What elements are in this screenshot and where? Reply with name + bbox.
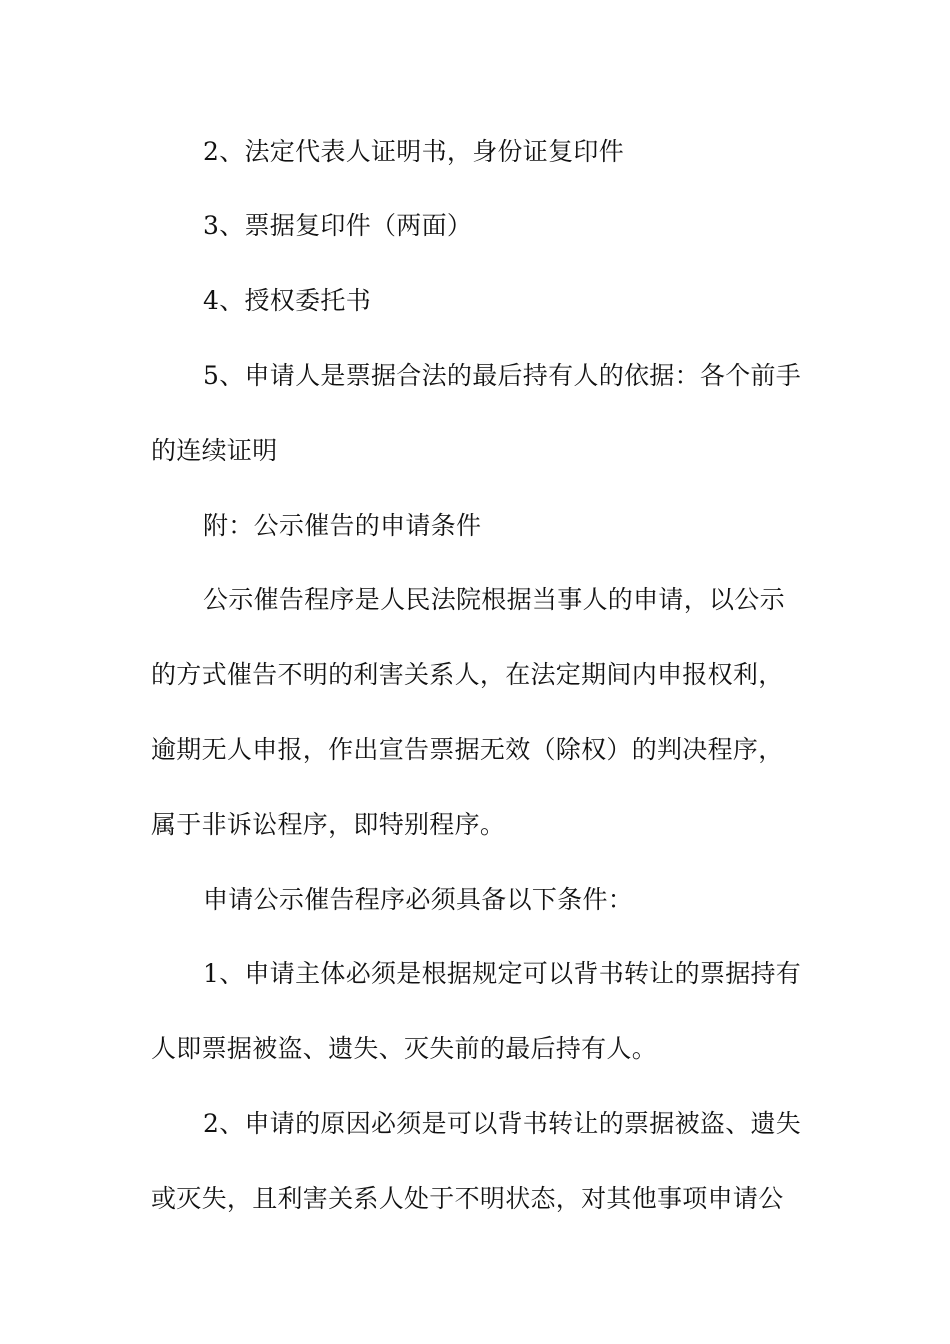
text-line-2: 3、票据复印件（两面） (203, 211, 473, 240)
text-line-14: 2、申请的原因必须是可以背书转让的票据被盗、遗失 (203, 1109, 802, 1138)
text-line-3: 4、授权委托书 (203, 286, 372, 315)
text-line-1: 2、法定代表人证明书，身份证复印件 (203, 137, 625, 166)
text-line-10: 属于非诉讼程序，即特别程序。 (151, 810, 506, 839)
text-line-9: 逾期无人申报，作出宣告票据无效（除权）的判决程序， (151, 735, 784, 764)
text-line-5: 的连续证明 (151, 436, 278, 465)
text-line-12: 1、申请主体必须是根据规定可以背书转让的票据持有 (203, 959, 802, 988)
text-line-7: 公示催告程序是人民法院根据当事人的申请，以公示 (203, 585, 785, 614)
text-line-8: 的方式催告不明的利害关系人，在法定期间内申报权利， (151, 660, 784, 689)
text-line-11: 申请公示催告程序必须具备以下条件： (203, 885, 634, 914)
text-line-13: 人即票据被盗、遗失、灭失前的最后持有人。 (151, 1034, 658, 1063)
text-line-4: 5、申请人是票据合法的最后持有人的依据：各个前手 (203, 361, 802, 390)
text-line-6: 附：公示催告的申请条件 (203, 511, 482, 540)
text-line-15: 或灭失，且利害关系人处于不明状态，对其他事项申请公 (151, 1184, 784, 1213)
